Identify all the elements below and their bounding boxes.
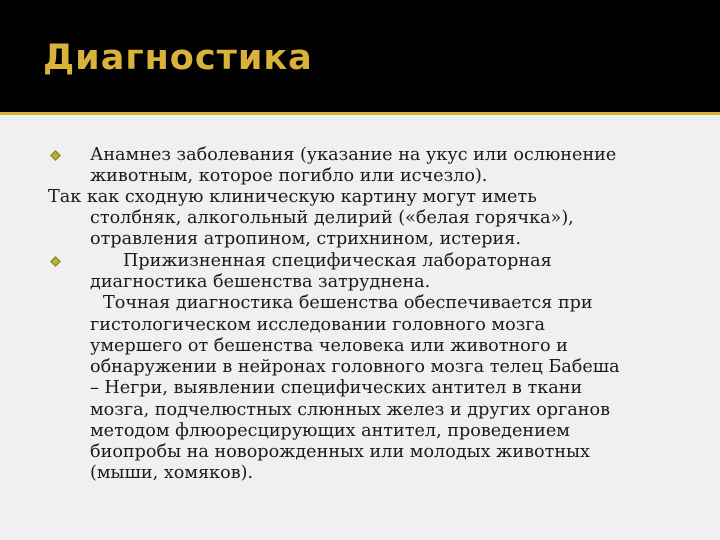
title-divider: [0, 112, 720, 115]
slide-title: Диагностика: [43, 38, 313, 78]
diamond-bullet-icon: [50, 150, 61, 161]
bullet-2-line-3: Точная диагностика бешенства обеспечивается при: [103, 293, 593, 313]
bullet-1-line-1: Анамнез заболевания (указание на укус или ослюнение: [90, 145, 617, 165]
bullet-2-line-4: гистологическом исследовании головного мозга: [90, 315, 545, 335]
paragraph-line-2: столбняк, алкогольный делирий («белая горячка»),: [90, 208, 574, 228]
bullet-2-line-6: обнаружении в нейронах головного мозга телец Бабеша: [90, 357, 620, 377]
paragraph-line-3: отравления атропином, стрихнином, истерия.: [90, 229, 521, 249]
paragraph-line-1: Так как сходную клиническую картину могут иметь: [48, 187, 537, 207]
diamond-bullet-icon: [50, 256, 61, 267]
bullet-2-line-5: умершего от бешенства человека или животного и: [90, 336, 568, 356]
bullet-2-line-10: биопробы на новорожденных или молодых животных: [90, 442, 590, 462]
bullet-1-line-2: животным, которое погибло или исчезло).: [90, 166, 488, 186]
bullet-2-line-8: мозга, подчелюстных слюнных желез и других органов: [90, 400, 610, 420]
title-band: [0, 0, 720, 112]
bullet-2-line-11: (мыши, хомяков).: [90, 463, 254, 483]
bullet-2-line-1: Прижизненная специфическая лабораторная: [123, 251, 552, 271]
bullet-2-line-9: методом флюоресцирующих антител, проведением: [90, 421, 570, 441]
bullet-2-line-7: – Негри, выявлении специфических антител в ткани: [90, 378, 583, 398]
bullet-2-line-2: диагностика бешенства затруднена.: [90, 272, 431, 292]
